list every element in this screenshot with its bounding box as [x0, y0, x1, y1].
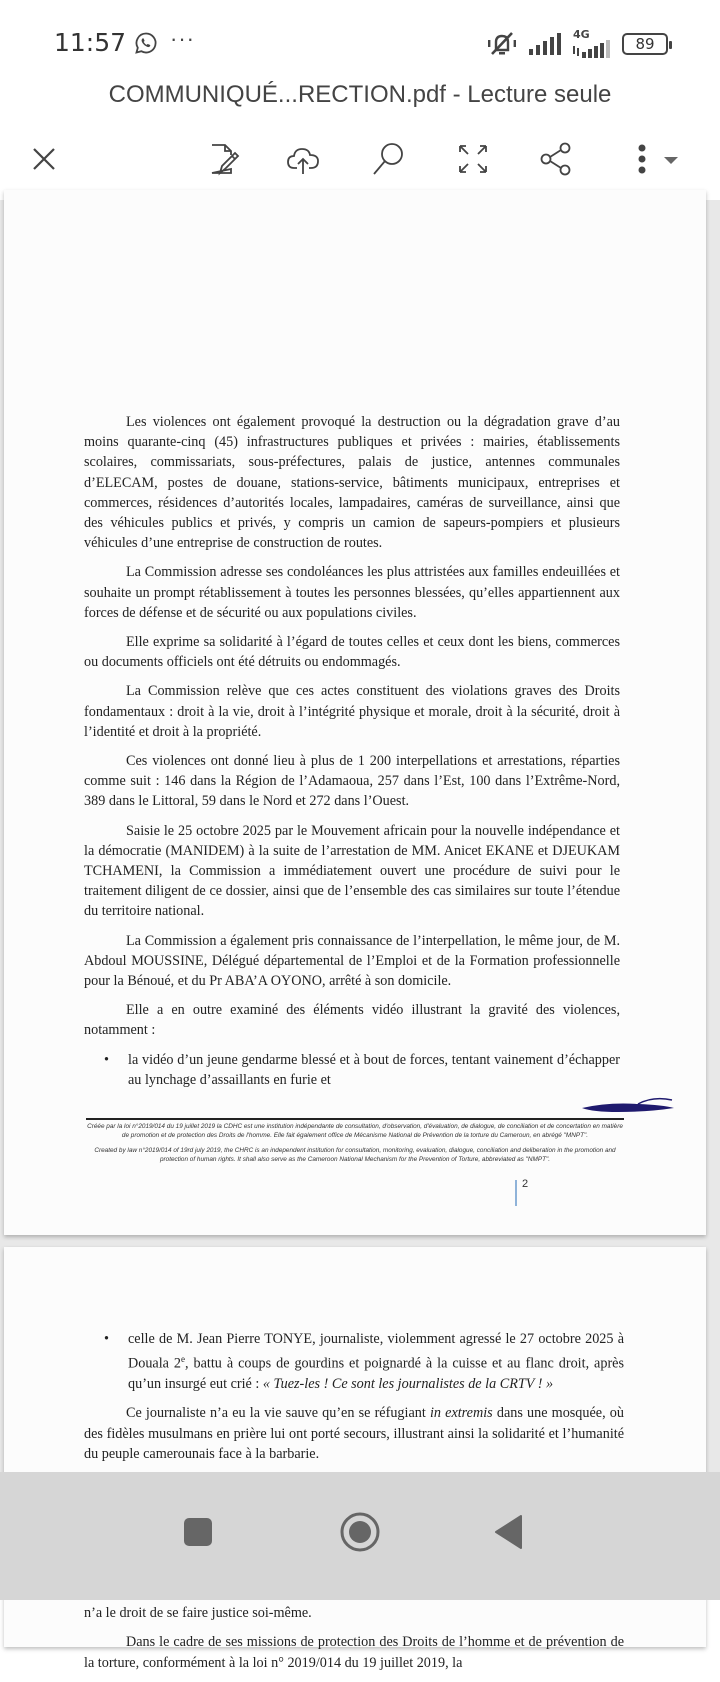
search-icon — [368, 139, 408, 179]
paragraph — [84, 1403, 624, 1464]
text: n’a le droit de se faire justice soi-même. — [84, 1605, 312, 1622]
footer-divider — [86, 1118, 624, 1120]
back-button[interactable] — [478, 1502, 538, 1562]
bullet-list — [84, 1050, 620, 1090]
paragraph: La Commission relève que ces actes constituent des violations graves des Droits fondamentaux : droit à la vie, droit à l’intégrité physique et morale, droit à la sécurité, droit à l’identité et droit à la propriété. — [84, 683, 620, 740]
recents-button[interactable] — [168, 1502, 228, 1562]
system-nav-bar — [0, 1472, 720, 1600]
battery-icon — [622, 33, 668, 55]
page-number: 2 — [522, 1178, 529, 1190]
paragraph: Dans le cadre de ses missions de protection des Droits de l’homme et de prévention de la torture, conformément à la loi n° 2019/014 du 19 juillet 2019, la — [84, 1634, 624, 1671]
toolbar — [0, 125, 720, 195]
paragraph: Les violences ont également provoqué la destruction ou la dégradation grave d’au moins quarante-cinq (45) infrastructures publiques et privées : mairies, établissements scolaires, commissariats, sous-préfectures, palais de justice, antennes communales d’ELECAM, postes de douane, stations-service, bâtiments municipaux, entreprises et commerces, résidences d’autorités locales, lampadaires, caméras de surveillance, ainsi que des véhicules publics et privés, y compris un camion de sapeurs-pompiers et plusieurs véhicules d’une entreprise de construction de routes. — [84, 414, 620, 552]
superscript: e — [181, 1354, 186, 1365]
pdf-viewer[interactable] — [0, 200, 720, 1671]
bullet-text: , battu à coups de gourdins et poignardé à la cuisse et au flanc droit, après qu’un insurgé eut crié : — [128, 1355, 624, 1393]
page-body — [84, 412, 620, 1099]
paragraph: La Commission a également pris connaissance de l’interpellation, le même jour, de M. Abdoul MOUSSINE, Délégué départemental de l’Emploi et de la Formation professionnelle pour la Bénoué, et du Pr ABA’A OYONO, arrêté à son domicile. — [84, 932, 620, 990]
share-icon — [536, 139, 576, 179]
text: Ce journaliste n’a eu la vie sauve qu’en se réfugiant — [126, 1405, 430, 1422]
italic-text: in extremis — [429, 1405, 493, 1422]
bullet-text: celle de M. Jean Pierre TONYE, journaliste, violemment agressé le 27 octobre 2025 à Douala 2 — [128, 1331, 624, 1372]
more-notifications-icon: ··· — [170, 26, 195, 51]
fullscreen-icon — [453, 139, 493, 179]
status-right-cluster — [486, 30, 668, 58]
cloud-upload-icon — [284, 139, 324, 179]
battery-level: 89 — [635, 35, 655, 53]
footer-english: Created by law n°2019/014 of 19rd july 2019, the CHRC is an independent institution for consultation, monitoring, evaluation, dialogue, conciliation and deliberation in the promotion and protection of human rights. It shall also serve as the Cameroon National Mechanism for the Prevention of Torture, abbreviated as "NMPT". — [94, 1147, 616, 1163]
home-button[interactable] — [330, 1502, 390, 1562]
edit-document-icon — [203, 139, 243, 179]
recents-square-icon — [183, 1517, 213, 1547]
bullet-item — [84, 1329, 624, 1394]
close-button[interactable] — [18, 133, 70, 185]
paragraph: Saisie le 25 octobre 2025 par le Mouvement africain pour la nouvelle indépendance et la démocratie (MANIDEM) à la suite de l’arrestation de MM. Anicet EKANE et DJEUKAM TCHAMENI, la Commission a immédiatement ouvert une procédure de suivi pour le traitement diligent de ce dossier, ainsi que de l’ensemble des cas similaires sur toute l’étendue du territoire national. — [84, 822, 620, 920]
more-vert-icon — [626, 139, 686, 179]
document-title: COMMUNIQUÉ...RECTION.pdf - Lecture seule — [108, 81, 612, 108]
back-triangle-icon — [493, 1514, 523, 1550]
paragraph: Elle exprime sa solidarité à l’égard de toutes celles et ceux dont les biens, commerces ou documents officiels ont été détruits ou endommagés. — [84, 634, 620, 671]
bullet-list — [84, 1329, 624, 1394]
paragraph: La Commission adresse ses condoléances les plus attristées aux familles endeuillées et souhaite un prompt rétablissement à toutes les personnes blessées, qu’elles appartiennent aux forces de défense et de sécurité ou aux populations civiles. — [84, 564, 620, 621]
bullet-item: • la vidéo d’un jeune gendarme blessé et à bout de forces, tentant vainement d’échapper au lynchage d’assaillants en furie et — [84, 1050, 620, 1090]
page-number-accent — [515, 1180, 517, 1206]
home-circle-icon — [339, 1511, 381, 1553]
signal-strength-icon — [528, 32, 562, 56]
pdf-page-2 — [4, 190, 706, 1235]
share-button[interactable] — [530, 133, 582, 185]
paragraph: Elle a en outre examiné des éléments vidéo illustrant la gravité des violences, notamment : — [84, 1002, 620, 1039]
edit-button[interactable] — [197, 133, 249, 185]
fullscreen-button[interactable] — [447, 133, 499, 185]
text: dans une mosquée, où des fidèles musulmans en prière lui ont porté secours, illustrant ainsi la solidarité et l’humanité du peuple camerounais face à la barbarie. — [84, 1405, 624, 1462]
quote: « Tuez-les ! Ce sont les journalistes de la CRTV ! » — [262, 1376, 554, 1393]
search-button[interactable] — [362, 133, 414, 185]
close-icon — [24, 139, 64, 179]
vibrate-silent-icon — [486, 30, 518, 58]
whatsapp-icon — [134, 31, 158, 55]
network-type: 4G — [573, 28, 590, 41]
cloud-upload-button[interactable] — [278, 133, 330, 185]
status-time: 11:57 — [54, 28, 127, 57]
paragraph: Ces violences ont donné lieu à plus de 1 200 interpellations et arrestations, réparties comme suit : 146 dans la Région de l’Adamaoua, 257 dans l’Est, 100 dans l’Extrême-Nord, 389 dans le Littoral, 59 dans le Nord et 272 dans l’Ouest. — [84, 753, 620, 810]
network-4g-icon — [572, 30, 612, 58]
more-options-button[interactable] — [624, 133, 688, 185]
signature-mark — [578, 1094, 678, 1118]
footer-french: Créée par la loi n°2019/014 du 19 juillet 2019 la CDHC est une institution indépendante de consultation, d'observation, d'évaluation, de dialogue, de conciliation et de concertation en matière de promotion et de protection des Droits de l'homme. Elle fait également office de Mécanisme National de Prévention de la torture du Cameroun, en abrégé "MNPT". — [87, 1123, 623, 1139]
